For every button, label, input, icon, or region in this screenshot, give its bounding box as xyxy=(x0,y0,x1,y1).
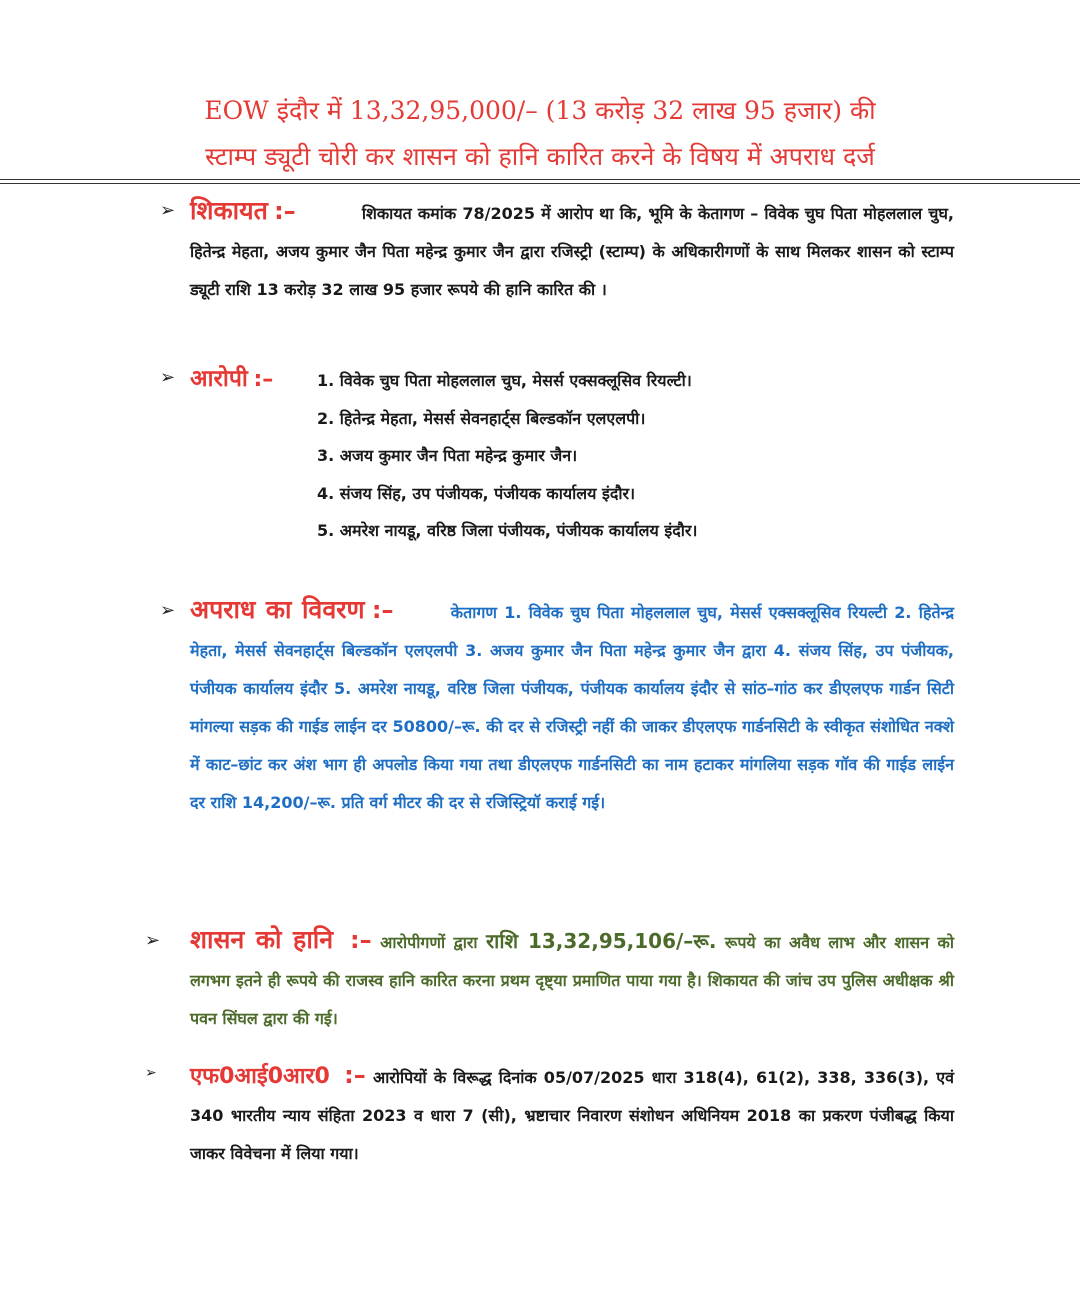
complaint-section xyxy=(190,192,954,309)
fir-separator: :– xyxy=(344,1061,366,1089)
accused-list xyxy=(317,362,697,550)
accused-separator: :– xyxy=(253,367,274,392)
crime-details-section xyxy=(190,591,954,822)
fir-label: एफ0आई0आर0 xyxy=(190,1064,330,1089)
accused-item: 2. हितेन्द्र मेहता, मेसर्स सेवनहार्ट्स बिल्डकॉन एलएलपी। xyxy=(317,408,646,428)
crime-details-label: अपराध का विवरण xyxy=(190,595,365,624)
headline-line-1: EOW इंदौर में 13,32,95,000/– (13 करोड़ 32 लाख 95 हजार) की xyxy=(204,96,876,125)
govt-loss-label: शासन को हानि xyxy=(190,925,334,954)
accused-item: 5. अमरेश नायडू, वरिष्ठ जिला पंजीयक, पंजीयक कार्यालय इंदौर। xyxy=(317,521,698,540)
complaint-separator: :– xyxy=(274,197,296,225)
fir-text: आरोपियों के विरूद्ध दिनांक 05/07/2025 धारा 318(4), 61(2), 338, 336(3), एवं 340 भारतीय न्याय संहिता 2023 व धारा 7 (सी), भ्रष्टाचार निवारण संशोधन अधिनियम 2018 का प्रकरण पंजीबद्ध किया जाकर विवेचना में लिया गया। xyxy=(190,1068,955,1163)
accused-label: आरोपी xyxy=(190,366,248,392)
crime-details-text: केतागण 1. विवेक चुघ पिता मोहललाल चुघ, मेसर्स एक्सक्लूसिव रियल्टी 2. हितेन्द्र मेहता, मेसर्स सेवनहार्ट्स बिल्डकॉन एलएलपी 3. अजय कुमार जैन पिता महेन्द्र कुमार जैन द्वारा 4. संजय सिंह, उप पंजीयक, पंजीयक कार्यालय इंदौर 5. अमरेश नायडू, वरिष्ठ जिला पंजीयक, पंजीयक कार्यालय इंदौर से सांठ–गांठ कर डीएलएफ गार्डन सिटी मांगल्या सड़क की गाईड लाईन दर 50800/–रू. की दर से रजिस्ट्री नहीं की जाकर डीएलएफ गार्डनसिटी के स्वीकृत संशोधित नक्शे में काट–छांट कर अंश भाग ही अपलोड किया गया तथा डीएलएफ गार्डनसिटी का नाम हटाकर मांगलिया सड़क गॉव की गाईड लाईन दर राशि 14,200/–रू. प्रति वर्ग मीटर की दर से रजिस्ट्रियॉ कराई गई। xyxy=(190,603,955,812)
govt-loss-amount: राशि 13,32,95,106/–रू. xyxy=(486,929,717,953)
complaint-label: शिकायत xyxy=(190,196,268,225)
govt-loss-separator: :– xyxy=(350,926,372,954)
complaint-text: शिकायत कमांक 78/2025 में आरोप था कि, भूमि के केतागण – विवेक चुघ पिता मोहललाल चुघ, हितेन्द्र मेहता, अजय कुमार जैन पिता महेन्द्र कुमार जैन द्वारा रजिस्ट्री (स्टाम्प) के अधिकारीगणों के साथ मिलकर शासन को स्टाम्प ड्यूटी राशि 13 करोड़ 32 लाख 95 हजार रूपये की हानि कारित की । xyxy=(190,204,954,299)
fir-section xyxy=(190,1056,954,1173)
crime-details-separator: :– xyxy=(371,596,394,624)
govt-loss-section xyxy=(190,921,954,1038)
bullet-arrow-icon: ➢ xyxy=(160,367,176,388)
accused-item: 1. विवेक चुघ पिता मोहललाल चुघ, मेसर्स एक्सक्लूसिव रियल्टी। xyxy=(317,371,692,390)
govt-loss-prefix: आरोपीगणों द्वारा xyxy=(380,933,478,952)
header-divider-top xyxy=(0,179,1080,180)
header-divider-bottom xyxy=(0,183,1080,184)
headline-line-2: स्टाम्प ड्यूटी चोरी कर शासन को हानि कारित करने के विषय में अपराध दर्ज xyxy=(205,142,875,171)
accused-heading xyxy=(190,360,273,400)
accused-item: 4. संजय सिंह, उप पंजीयक, पंजीयक कार्यालय इंदौर। xyxy=(317,483,636,503)
bullet-arrow-icon: ➢ xyxy=(145,930,161,951)
bullet-arrow-icon: ➢ xyxy=(160,600,176,621)
accused-item: 3. अजय कुमार जैन पिता महेन्द्र कुमार जैन। xyxy=(317,446,578,465)
bullet-arrow-icon: ➢ xyxy=(145,1065,157,1081)
govt-loss-text: रूपये का अवैध लाभ और शासन को लगभग इतने ही रूपये की राजस्व हानि कारित करना प्रथम दृष्ट्या प्रमाणित पाया गया है। शिकायत की जांच उप पुलिस अधीक्षक श्री पवन सिंघल द्वारा की गई। xyxy=(190,933,954,1028)
bullet-arrow-icon: ➢ xyxy=(160,200,176,221)
